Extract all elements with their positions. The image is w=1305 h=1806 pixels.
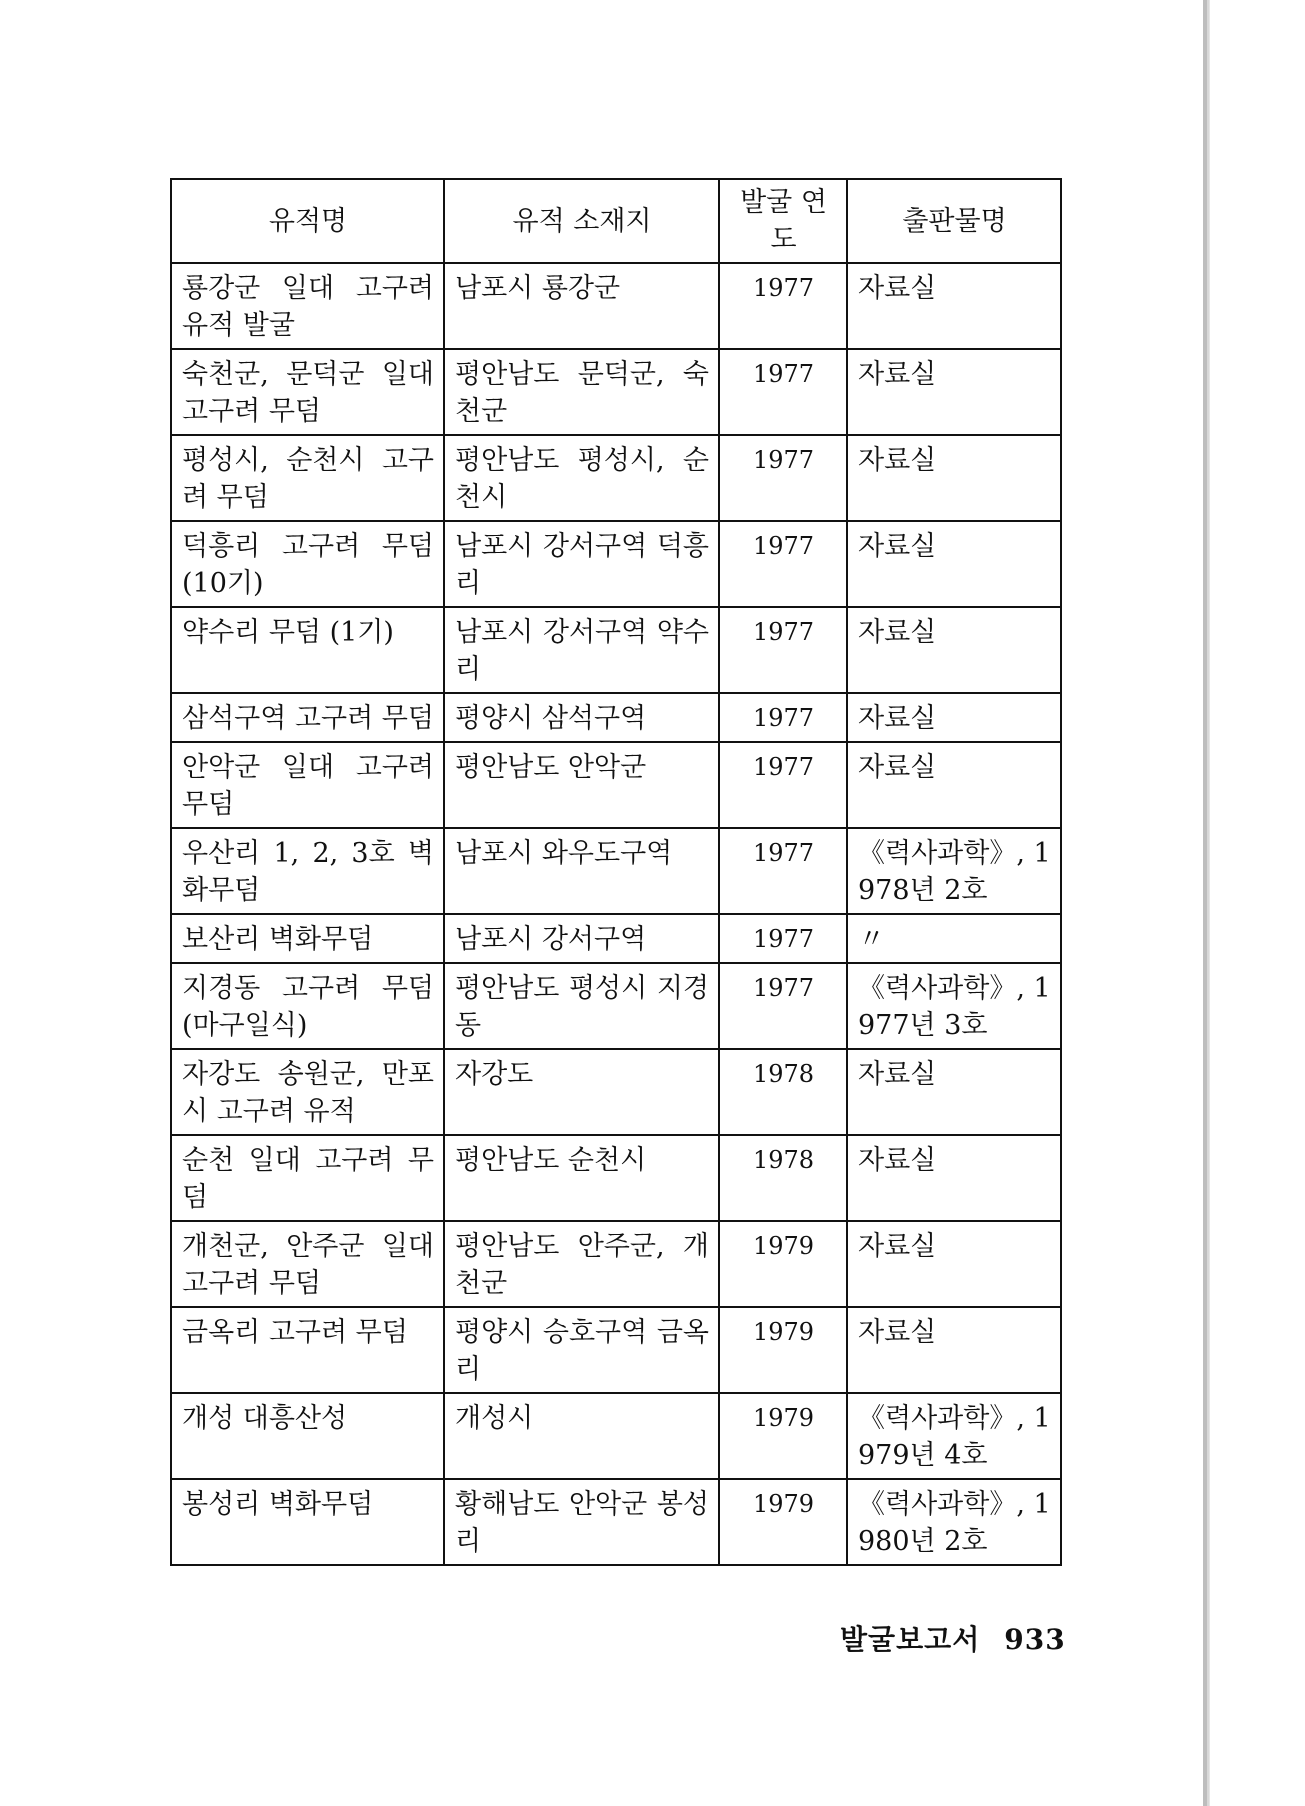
cell-publication: 자료실 [847,521,1061,607]
cell-site-location: 평안남도 평성시, 순천시 [444,435,719,521]
page-edge [1207,0,1209,1806]
cell-publication: 자료실 [847,607,1061,693]
cell-excavation-year: 1977 [719,828,847,914]
table-row [171,263,1061,349]
cell-site-name: 금옥리 고구려 무덤 [171,1307,444,1393]
cell-excavation-year: 1977 [719,435,847,521]
cell-site-location: 개성시 [444,1393,719,1479]
cell-excavation-year: 1977 [719,693,847,742]
table-row [171,607,1061,693]
table-row [171,521,1061,607]
cell-site-location: 평양시 삼석구역 [444,693,719,742]
cell-excavation-year: 1977 [719,914,847,963]
cell-publication: 《력사과학》, 1977년 3호 [847,963,1061,1049]
table-header [171,179,1061,263]
cell-excavation-year: 1979 [719,1393,847,1479]
header-publication: 출판물명 [847,179,1061,263]
cell-site-name: 개천군, 안주군 일대 고구려 무덤 [171,1221,444,1307]
table-row [171,1479,1061,1565]
cell-excavation-year: 1978 [719,1049,847,1135]
cell-publication: 자료실 [847,742,1061,828]
cell-site-name: 우산리 1, 2, 3호 벽화무덤 [171,828,444,914]
cell-publication: 〃 [847,914,1061,963]
table-row [171,828,1061,914]
cell-excavation-year: 1979 [719,1479,847,1565]
cell-site-location: 남포시 강서구역 약수리 [444,607,719,693]
cell-site-name: 봉성리 벽화무덤 [171,1479,444,1565]
page-number: 933 [1004,1623,1066,1656]
table-row [171,349,1061,435]
cell-site-name: 약수리 무덤 (1기) [171,607,444,693]
cell-site-location: 평안남도 평성시 지경동 [444,963,719,1049]
cell-site-name: 자강도 송원군, 만포시 고구려 유적 [171,1049,444,1135]
header-site-name: 유적명 [171,179,444,263]
cell-excavation-year: 1977 [719,742,847,828]
cell-site-location: 남포시 와우도구역 [444,828,719,914]
cell-site-location: 평양시 승호구역 금옥리 [444,1307,719,1393]
cell-excavation-year: 1977 [719,263,847,349]
cell-site-location: 남포시 강서구역 덕흥리 [444,521,719,607]
cell-site-name: 덕흥리 고구려 무덤 (10기) [171,521,444,607]
cell-excavation-year: 1979 [719,1307,847,1393]
table-row [171,435,1061,521]
footer-title: 발굴보고서 [840,1623,981,1656]
cell-site-location: 자강도 [444,1049,719,1135]
excavation-table [170,178,1062,1566]
cell-site-name: 개성 대흥산성 [171,1393,444,1479]
table-row [171,1221,1061,1307]
table-row [171,693,1061,742]
cell-excavation-year: 1978 [719,1135,847,1221]
cell-site-location: 평안남도 안주군, 개천군 [444,1221,719,1307]
cell-publication: 자료실 [847,1221,1061,1307]
cell-site-name: 평성시, 순천시 고구려 무덤 [171,435,444,521]
table-body [171,263,1061,1565]
cell-site-name: 안악군 일대 고구려 무덤 [171,742,444,828]
table-row [171,1307,1061,1393]
cell-site-location: 평안남도 문덕군, 숙천군 [444,349,719,435]
cell-site-location: 남포시 강서구역 [444,914,719,963]
cell-publication: 자료실 [847,693,1061,742]
cell-site-location: 평안남도 안악군 [444,742,719,828]
header-excavation-year: 발굴 연도 [719,179,847,263]
cell-publication: 자료실 [847,1135,1061,1221]
cell-excavation-year: 1977 [719,521,847,607]
cell-excavation-year: 1977 [719,963,847,1049]
cell-publication: 자료실 [847,1049,1061,1135]
table-row [171,742,1061,828]
table-row [171,914,1061,963]
cell-site-name: 보산리 벽화무덤 [171,914,444,963]
cell-site-name: 지경동 고구려 무덤 (마구일식) [171,963,444,1049]
cell-site-location: 평안남도 순천시 [444,1135,719,1221]
cell-site-name: 숙천군, 문덕군 일대 고구려 무덤 [171,349,444,435]
cell-publication: 자료실 [847,1307,1061,1393]
header-row [171,179,1061,263]
cell-site-name: 순천 일대 고구려 무덤 [171,1135,444,1221]
cell-publication: 《력사과학》, 1979년 4호 [847,1393,1061,1479]
cell-site-name: 삼석구역 고구려 무덤 [171,693,444,742]
cell-site-location: 황해남도 안악군 봉성리 [444,1479,719,1565]
cell-excavation-year: 1979 [719,1221,847,1307]
cell-excavation-year: 1977 [719,607,847,693]
cell-site-location: 남포시 룡강군 [444,263,719,349]
cell-excavation-year: 1977 [719,349,847,435]
table-row [171,1049,1061,1135]
cell-publication: 자료실 [847,349,1061,435]
header-site-location: 유적 소재지 [444,179,719,263]
table-row [171,1135,1061,1221]
cell-site-name: 룡강군 일대 고구려 유적 발굴 [171,263,444,349]
cell-publication: 자료실 [847,435,1061,521]
cell-publication: 《력사과학》, 1978년 2호 [847,828,1061,914]
page-footer [840,1618,1066,1658]
table-row [171,1393,1061,1479]
table-row [171,963,1061,1049]
cell-publication: 《력사과학》, 1980년 2호 [847,1479,1061,1565]
cell-publication: 자료실 [847,263,1061,349]
